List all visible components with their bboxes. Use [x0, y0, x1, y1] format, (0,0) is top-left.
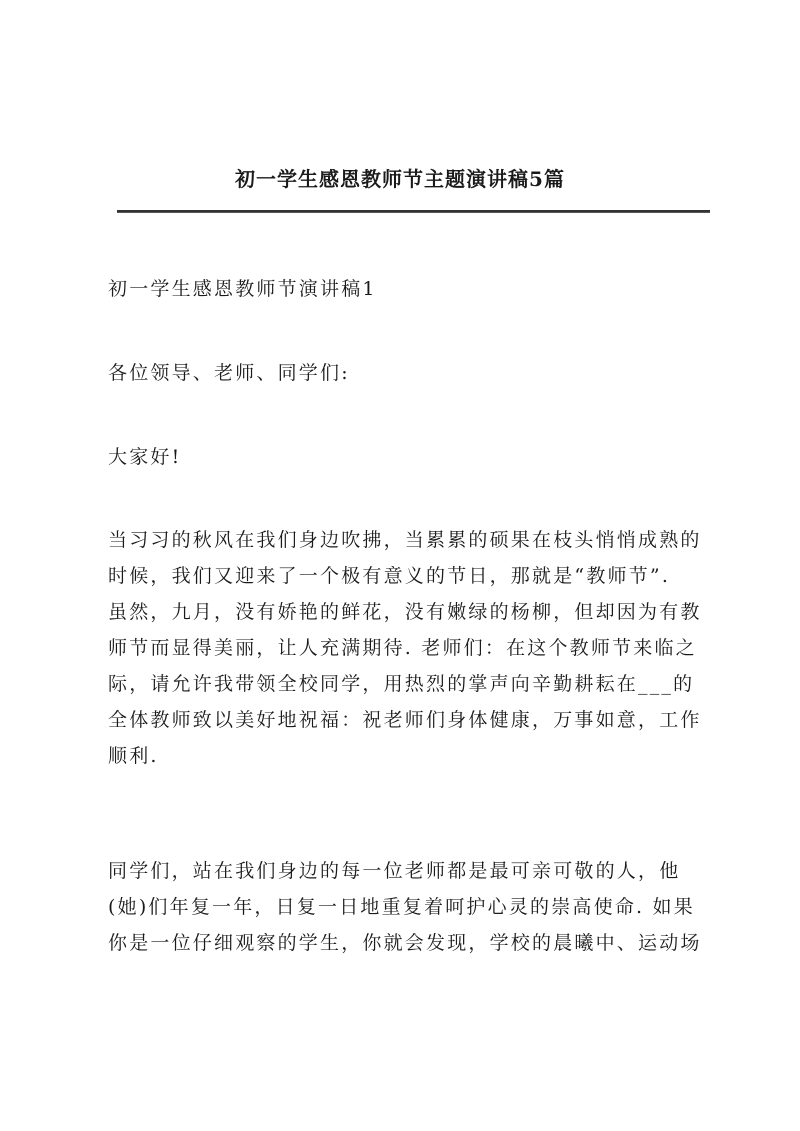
salutation-line: 各位领导、老师、同学们:: [108, 362, 350, 384]
greeting-line: 大家好!: [108, 446, 182, 468]
section-heading: 初一学生感恩教师节演讲稿1: [108, 278, 377, 300]
paragraph-line: 时候，我们又迎来了一个极有意义的节日，那就是“教师节”.: [108, 565, 671, 587]
paragraph-line: 你是一位仔细观察的学生，你就会发现，学校的晨曦中、运动场: [108, 932, 702, 954]
paragraph-line: (她)们年复一年，日复一日地重复着呵护心灵的崇高使命. 如果: [108, 896, 695, 918]
paragraph-line: 当习习的秋风在我们身边吹拂，当累累的硕果在枝头悄悄成熟的: [108, 529, 702, 551]
title-divider: [117, 210, 710, 213]
paragraph-line: 际，请允许我带领全校同学，用热烈的掌声向辛勤耕耘在___的: [108, 673, 695, 695]
paragraph-1: [108, 526, 712, 778]
paragraph-line: 顺利.: [108, 745, 159, 767]
document-title: 初一学生感恩教师节主题演讲稿5篇: [235, 167, 565, 191]
paragraph-line: 虽然，九月，没有娇艳的鲜花，没有嫩绿的杨柳，但却因为有教: [108, 601, 702, 623]
paragraph-line: 师节而显得美丽，让人充满期待. 老师们：在这个教师节来临之: [108, 637, 697, 659]
paragraph-line: 同学们，站在我们身边的每一位老师都是最可亲可敬的人，他: [108, 860, 681, 882]
paragraph-line: 全体教师致以美好地祝福：祝老师们身体健康，万事如意，工作: [108, 709, 702, 731]
paragraph-2: [108, 857, 712, 965]
